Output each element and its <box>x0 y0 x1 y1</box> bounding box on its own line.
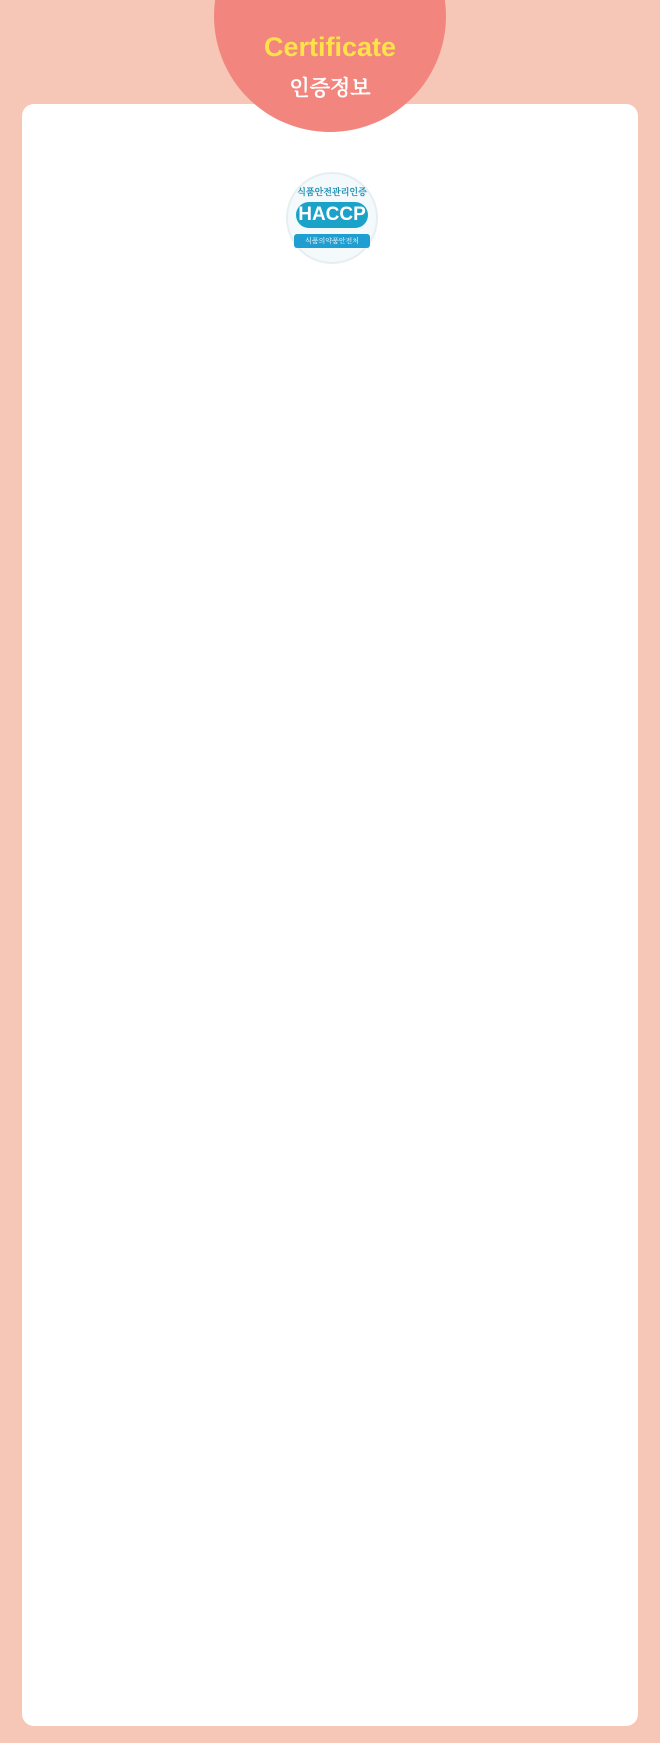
content-panel <box>22 104 638 1726</box>
section-title: Certificate <box>263 32 397 62</box>
section-subtitle: 인증정보 <box>289 76 371 100</box>
badge-top-label: 식품안전관리인증 <box>297 188 367 198</box>
badge-bottom-label: 식품의약품안전처 <box>294 234 370 248</box>
haccp-badge-icon <box>286 172 378 264</box>
badge-main-label: HACCP <box>296 202 368 228</box>
